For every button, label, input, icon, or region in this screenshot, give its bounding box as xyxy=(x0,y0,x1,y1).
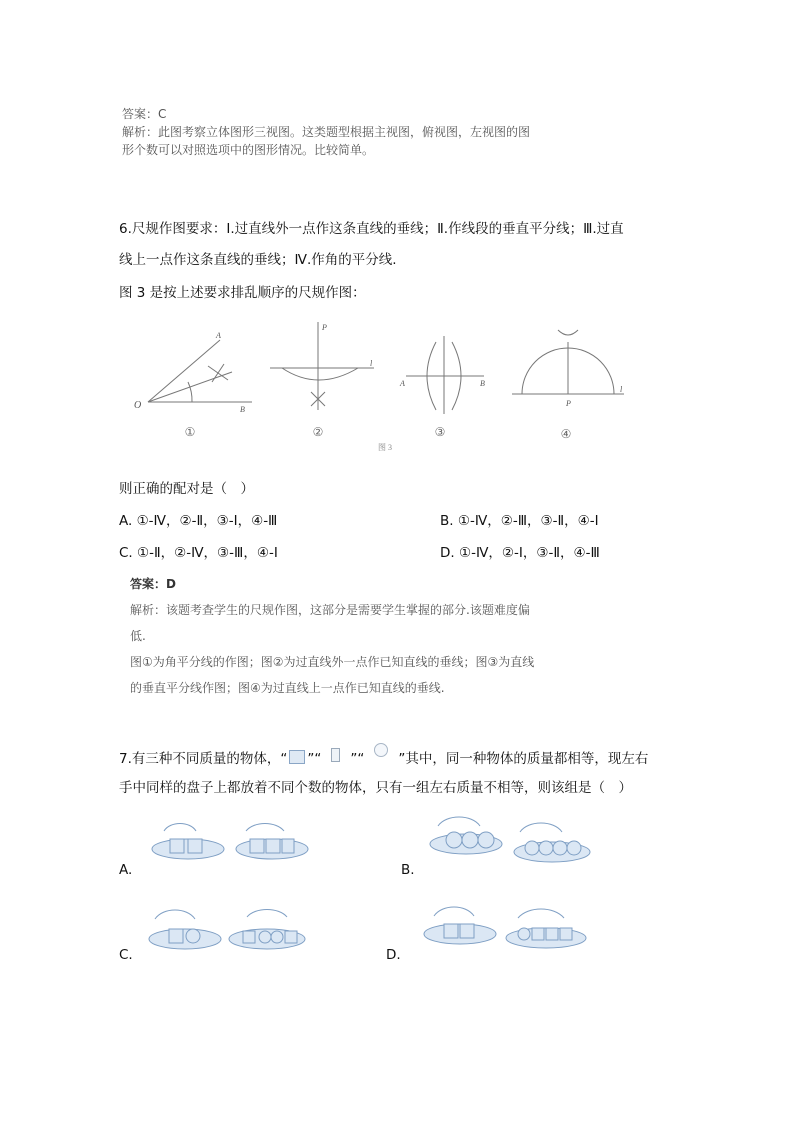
q7-option-b-plates xyxy=(428,812,596,868)
q6-question: 则正确的配对是（ ） xyxy=(119,481,254,497)
fig4-line-l-label: l xyxy=(620,385,623,394)
fig-caption: 图 3 xyxy=(378,443,392,452)
fig1-point-a: A xyxy=(216,331,221,340)
fig4-point-p: P xyxy=(566,399,571,408)
q6-option-d: D. ①-Ⅳ，②-Ⅰ，③-Ⅱ，④-Ⅲ xyxy=(440,545,600,561)
mass-object-cylinder-icon xyxy=(331,748,340,762)
q7-option-c-label: C. xyxy=(119,947,133,963)
q7-stem-line2: 手中同样的盘子上都放着不同个数的物体，只有一组左右质量不相等，则该组是（ ） xyxy=(119,780,632,796)
q7-stem-part4: ”其中，同一种物体的质量都相等，现左右 xyxy=(398,751,649,767)
q6-option-a: A. ①-Ⅳ，②-Ⅱ，③-Ⅰ，④-Ⅲ xyxy=(119,513,278,529)
q6-figure xyxy=(120,318,650,460)
q5-analysis-line1: 解析：此图考察立体图形三视图。这类题型根据主视图，俯视图，左视图的图 xyxy=(122,125,531,139)
fig2-line-l-label: l xyxy=(370,359,373,368)
q6-analysis-line1: 解析：该题考查学生的尺规作图，这部分是需要学生掌握的部分.该题难度偏 xyxy=(130,603,530,617)
fig1-ray-oa xyxy=(148,340,220,402)
fig3-point-b: B xyxy=(480,379,485,388)
q7-stem-part3: ”“ xyxy=(350,751,365,767)
fig1-point-o: O xyxy=(134,400,142,411)
q7-option-a-label: A. xyxy=(119,862,133,878)
q6-answer: 答案：D xyxy=(130,577,176,591)
fig4-arc xyxy=(558,330,578,335)
q6-analysis-line2: 低. xyxy=(130,629,146,643)
fig1-arc xyxy=(188,382,192,402)
q6-stem-line1: 6.尺规作图要求：Ⅰ.过直线外一点作这条直线的垂线；Ⅱ.作线段的垂直平分线；Ⅲ.过直 xyxy=(119,221,624,237)
q7-option-d-label: D. xyxy=(386,947,401,963)
fig2-arc xyxy=(282,368,358,380)
fig2-point-p: P xyxy=(322,323,327,332)
mass-object-sphere-icon xyxy=(374,743,388,757)
q6-stem-line2: 线上一点作这条直线的垂线；Ⅳ.作角的平分线. xyxy=(119,252,397,268)
q6-option-c: C. ①-Ⅱ，②-Ⅳ，③-Ⅲ，④-Ⅰ xyxy=(119,545,278,561)
q5-answer: 答案：C xyxy=(122,107,167,121)
fig3-label: ③ xyxy=(434,425,446,439)
mass-object-cube-icon xyxy=(289,750,305,764)
fig1-point-b: B xyxy=(240,405,245,414)
q7-stem-part1: 7.有三种不同质量的物体，“ xyxy=(119,751,288,767)
q7-option-c-plates xyxy=(147,905,307,957)
q6-analysis-line3: 图①为角平分线的作图；图②为过直线外一点作已知直线的垂线；图③为直线 xyxy=(130,655,535,669)
fig1-label: ① xyxy=(184,425,196,439)
q7-option-a-plates xyxy=(150,817,310,867)
q7-option-d-plates xyxy=(422,902,590,954)
q5-analysis-line2: 形个数可以对照选项中的图形情况。比较简单。 xyxy=(122,143,375,157)
q6-stem-line3: 图 3 是按上述要求排乱顺序的尺规作图： xyxy=(119,285,366,301)
q7-stem-part2: ”“ xyxy=(307,751,322,767)
q7-option-b-label: B. xyxy=(401,862,415,878)
q7-stem-line1 xyxy=(119,743,648,767)
fig2-label: ② xyxy=(312,425,324,439)
fig4-label: ④ xyxy=(560,427,572,441)
q6-option-b: B. ①-Ⅳ，②-Ⅲ，③-Ⅱ，④-Ⅰ xyxy=(440,513,599,529)
fig3-point-a: A xyxy=(400,379,405,388)
q6-analysis-line4: 的垂直平分线作图；图④为过直线上一点作已知直线的垂线. xyxy=(130,681,445,695)
